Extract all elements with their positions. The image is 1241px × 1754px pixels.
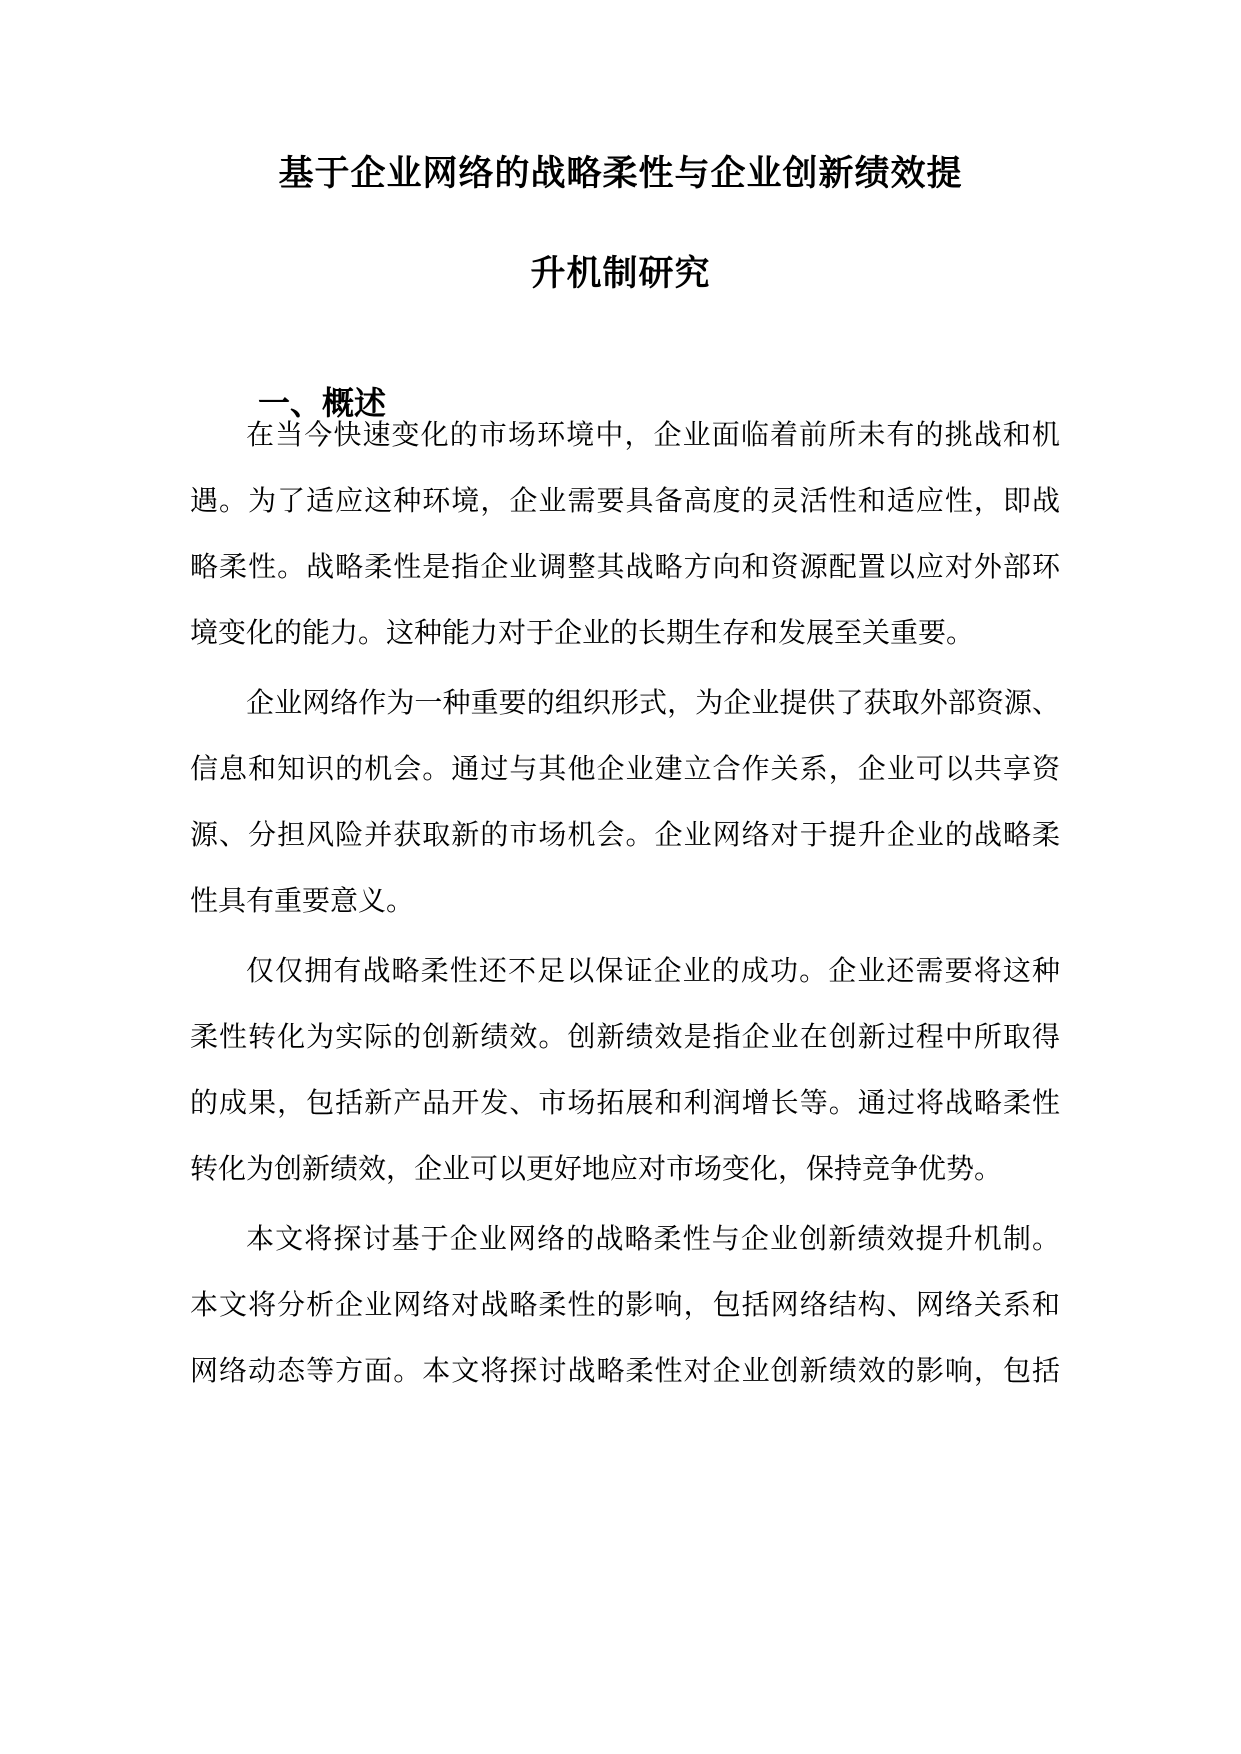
paragraph-1-line-3: 略柔性。战略柔性是指企业调整其战略方向和资源配置以应对外部环: [190, 550, 1060, 583]
section-heading: 一、概述: [258, 384, 387, 422]
paragraph-4-line-3: 网络动态等方面。本文将探讨战略柔性对企业创新绩效的影响，包括: [190, 1354, 1060, 1387]
paragraph-4-line-1: 本文将探讨基于企业网络的战略柔性与企业创新绩效提升机制。: [246, 1222, 1060, 1255]
paragraph-1-line-2: 遇。为了适应这种环境，企业需要具备高度的灵活性和适应性，即战: [190, 484, 1060, 517]
paragraph-2-line-3: 源、分担风险并获取新的市场机会。企业网络对于提升企业的战略柔: [190, 818, 1060, 851]
paragraph-2-line-1: 企业网络作为一种重要的组织形式，为企业提供了获取外部资源、: [246, 686, 1060, 719]
paragraph-3-line-3: 的成果，包括新产品开发、市场拓展和利润增长等。通过将战略柔性: [190, 1086, 1060, 1119]
paragraph-3-line-4: 转化为创新绩效，企业可以更好地应对市场变化，保持竞争优势。: [190, 1152, 1003, 1185]
paragraph-4-line-2: 本文将分析企业网络对战略柔性的影响，包括网络结构、网络关系和: [190, 1288, 1060, 1321]
paragraph-1-line-4: 境变化的能力。这种能力对于企业的长期生存和发展至关重要。: [190, 616, 975, 649]
paragraph-1-line-1: 在当今快速变化的市场环境中，企业面临着前所未有的挑战和机: [246, 418, 1060, 451]
document-title-line-1: 基于企业网络的战略柔性与企业创新绩效提: [278, 154, 963, 194]
paragraph-3-line-2: 柔性转化为实际的创新绩效。创新绩效是指企业在创新过程中所取得: [190, 1020, 1060, 1053]
paragraph-3-line-1: 仅仅拥有战略柔性还不足以保证企业的成功。企业还需要将这种: [246, 954, 1060, 987]
paragraph-2-line-4: 性具有重要意义。: [190, 884, 415, 917]
document-title-line-2: 升机制研究: [530, 254, 711, 294]
paragraph-2-line-2: 信息和知识的机会。通过与其他企业建立合作关系，企业可以共享资: [190, 752, 1060, 785]
